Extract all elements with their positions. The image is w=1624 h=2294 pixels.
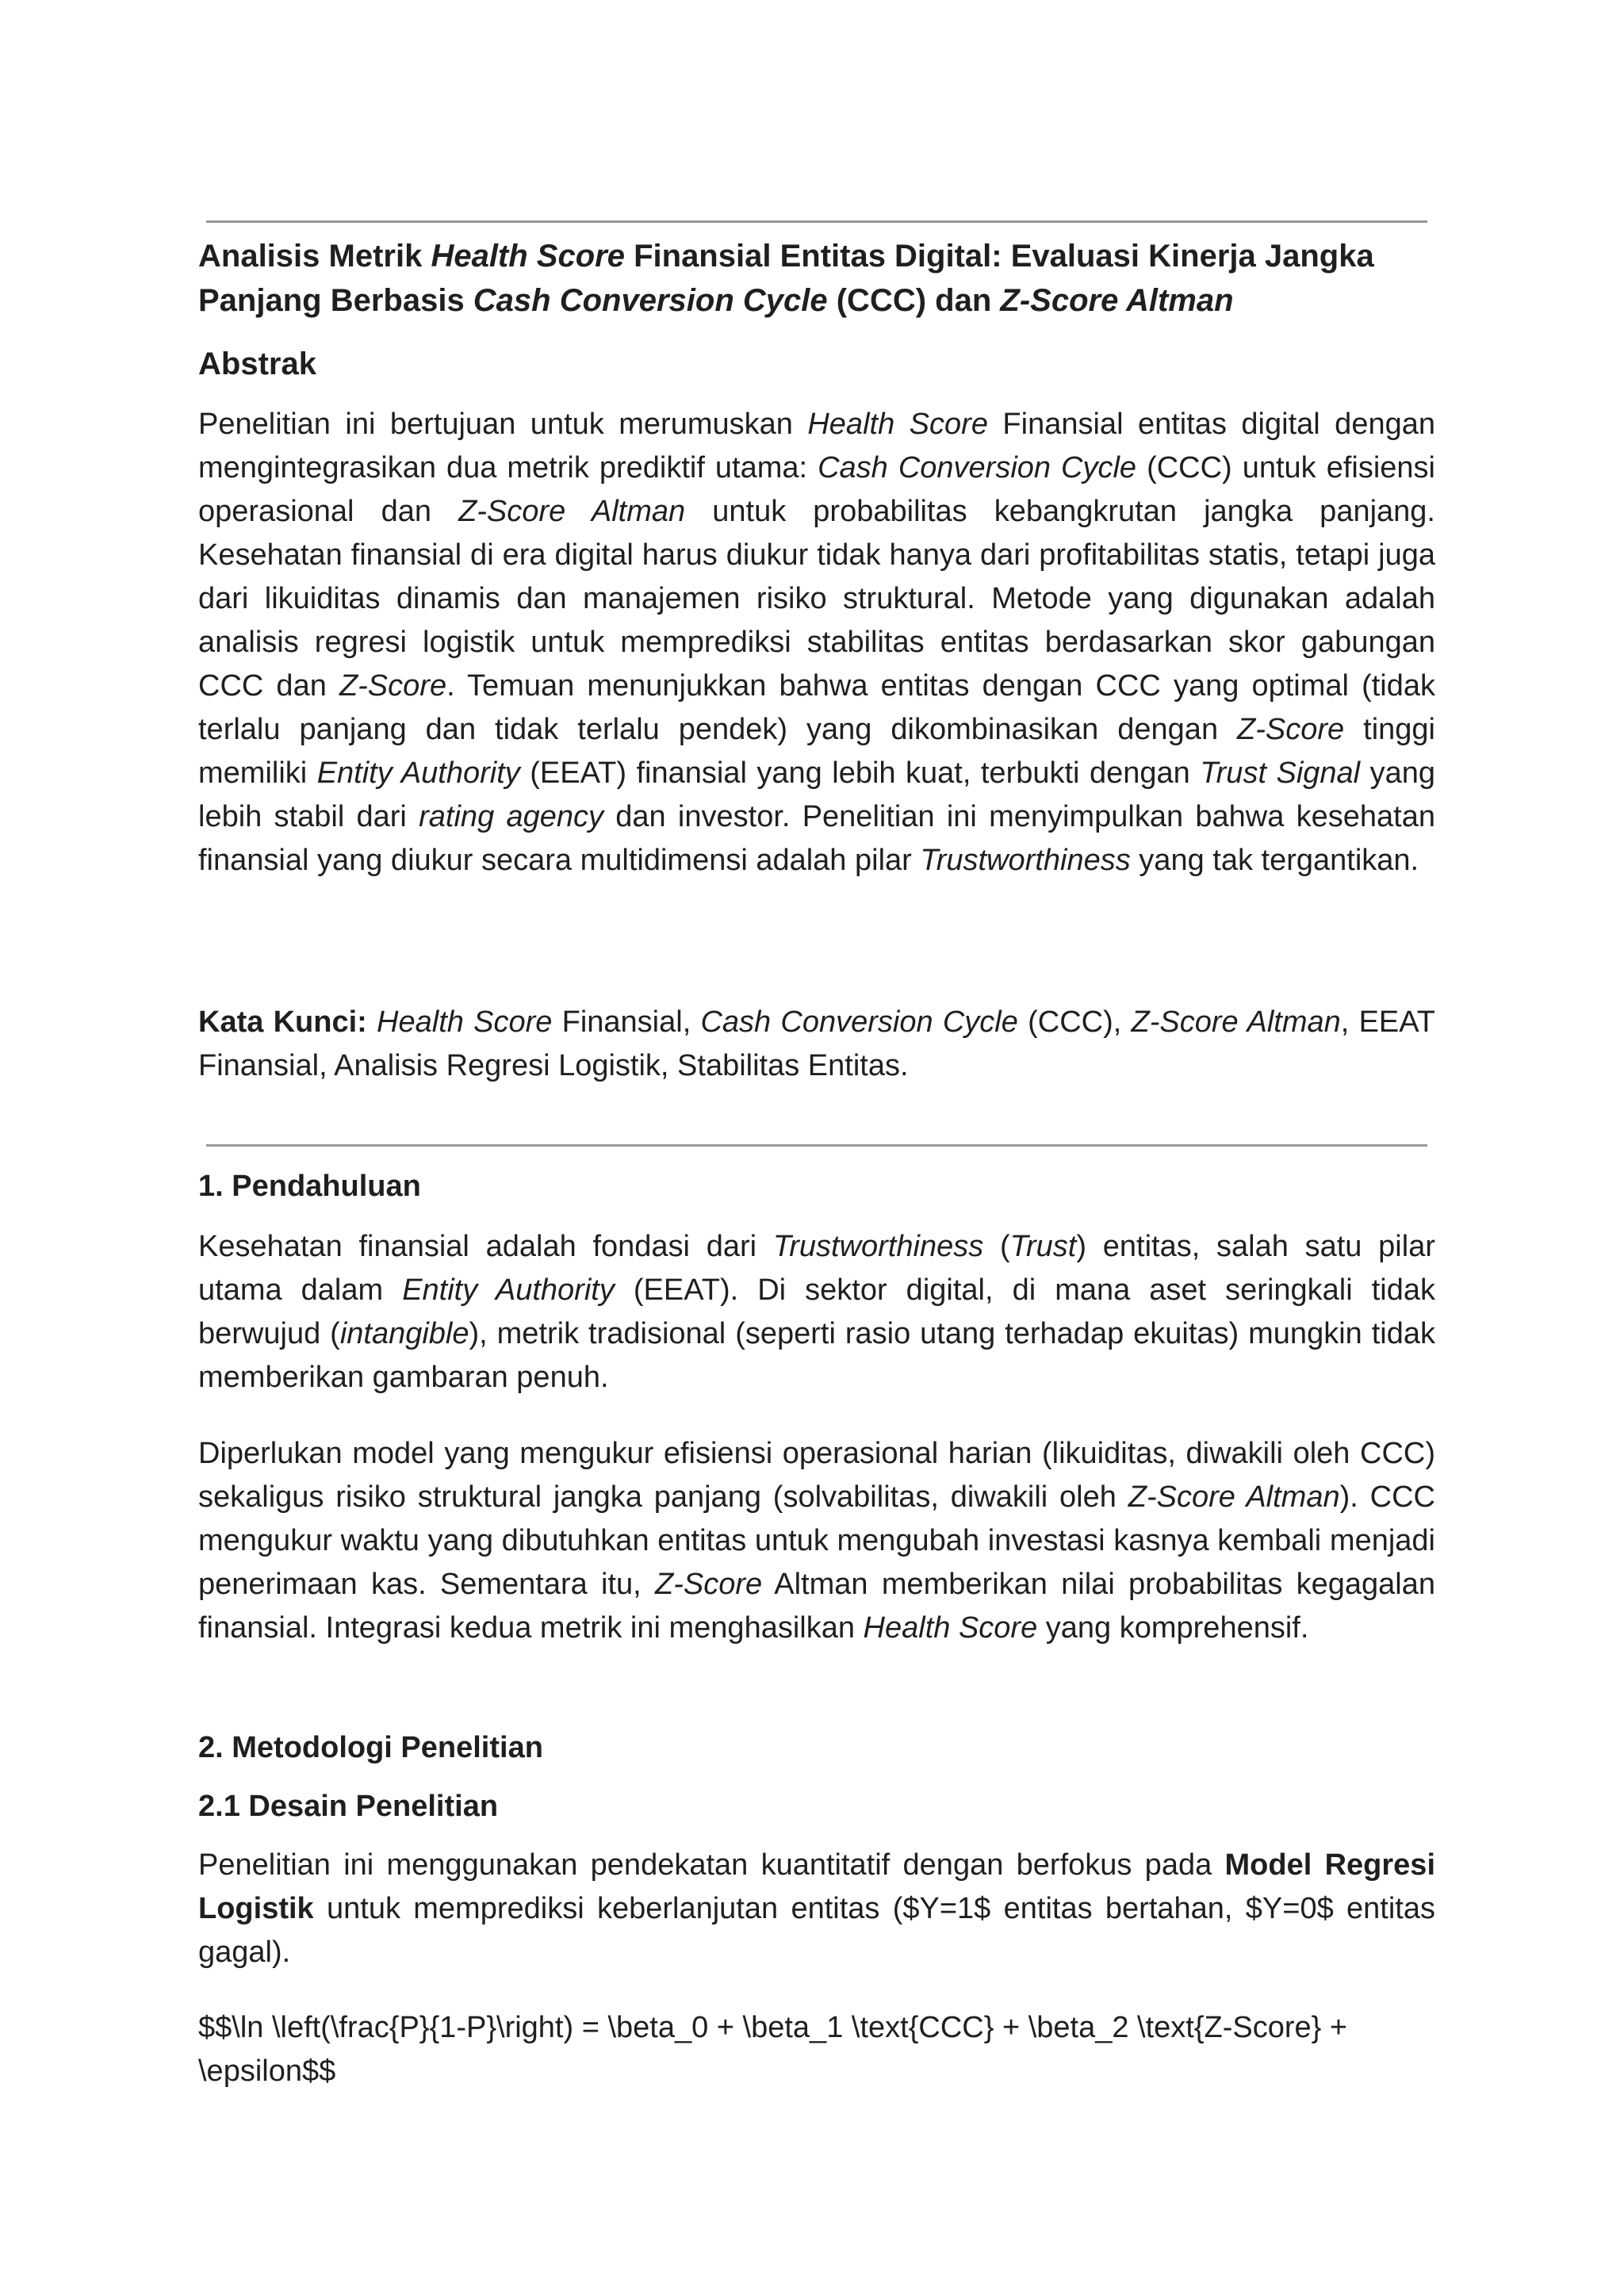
abstract-heading: Abstrak xyxy=(198,347,316,381)
section1-paragraph-1: Kesehatan finansial adalah fondasi dari Trustworthiness (Trust) entitas, salah satu pilar utama dalam Entity Authority (EEAT). Di sektor digital, di mana aset seringkali tidak berwujud (intangible), metrik tradisional (seperti rasio utang terhadap ekuitas) mungkin tidak memberikan gambaran penuh. xyxy=(198,1230,1435,1394)
section1-paragraph-2: Diperlukan model yang mengukur efisiensi operasional harian (likuiditas, diwakili oleh CCC) sekaligus risiko struktural jangka panjang (solvabilitas, diwakili oleh Z-Score Altman). CCC mengukur waktu yang dibutuhkan entitas untuk mengubah investasi kasnya kembali menjadi penerimaan kas. Sementara itu, Z-Score Altman memberikan nilai probabilitas kegagalan finansial. Integrasi kedua metrik ini menghasilkan Health Score yang komprehensif. xyxy=(198,1437,1435,1645)
keywords-label: Kata Kunci: xyxy=(198,1005,367,1039)
abstract-text: Penelitian ini bertujuan untuk merumuskan Health Score Finansial entitas digital dengan mengintegrasikan dua metrik prediktif utama: Cash Conversion Cycle (CCC) untuk efisiensi operasional dan Z-Score Altman untuk probabilitas kebangkrutan jangka panjang. Kesehatan finansial di era digital harus diukur tidak hanya dari profitabilitas statis, tetapi juga dari likuiditas dinamis dan manajemen risiko struktural. Metode yang digunakan adalah analisis regresi logistik untuk memprediksi stabilitas entitas berdasarkan skor gabungan CCC dan Z-Score. Temuan menunjukkan bahwa entitas dengan CCC yang optimal (tidak terlalu panjang dan tidak terlalu pendek) yang dikombinasikan dengan Z-Score tinggi memiliki Entity Authority (EEAT) finansial yang lebih kuat, terbukti dengan Trust Signal yang lebih stabil dari rating agency dan investor. Penelitian ini menyimpulkan bahwa kesehatan finansial yang diukur secara multidimensi adalah pilar Trustworthiness yang tak tergantikan. xyxy=(198,408,1436,877)
section2-heading: 2. Metodologi Penelitian xyxy=(198,1731,543,1764)
section-divider xyxy=(206,1144,1427,1147)
paper-title: Analisis Metrik Health Score Finansial Entitas Digital: Evaluasi Kinerja Jangka Panjang Berbasis Cash Conversion Cycle (CCC) dan Z-Score Altman xyxy=(198,239,1374,318)
keywords: Kata Kunci: Health Score Finansial, Cash Conversion Cycle (CCC), Z-Score Altman, EEAT Finansial, Analisis Regresi Logistik, Stabilitas Entitas. xyxy=(198,1005,1435,1082)
section2-1-heading: 2.1 Desain Penelitian xyxy=(198,1790,499,1823)
top-divider xyxy=(206,220,1427,223)
regression-equation: $$\ln \left(\frac{P}{1-P}\right) = \beta_0 + \beta_1 \text{CCC} + \beta_2 \text{Z-Score} + \epsilon$$ xyxy=(198,2011,1348,2088)
section1-heading: 1. Pendahuluan xyxy=(198,1170,421,1203)
section2-paragraph: Penelitian ini menggunakan pendekatan kuantitatif dengan berfokus pada Model Regresi Logistik untuk memprediksi keberlanjutan entitas ($Y=1$ entitas bertahan, $Y=0$ entitas gagal). xyxy=(198,1848,1435,1969)
